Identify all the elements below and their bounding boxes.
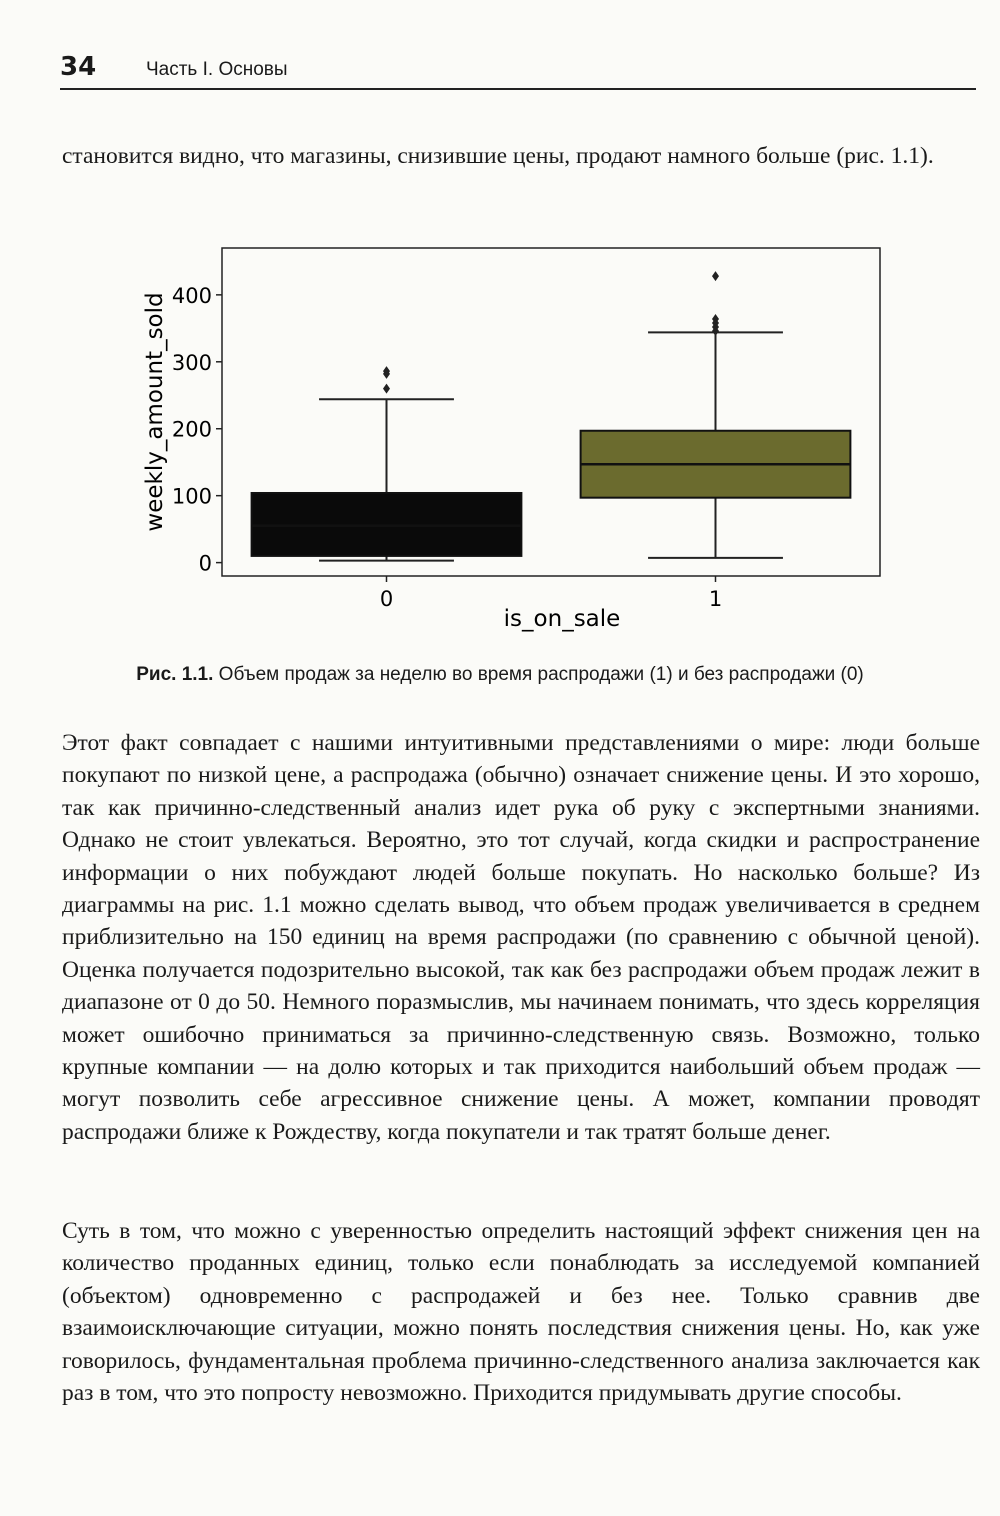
running-head: Часть I. Основы [146,59,288,80]
y-tick-label: 0 [198,551,212,576]
paragraph-main: Этот факт совпадает с нашими интуитивными представлениями о мире: люди больше покупают по низкой цене, а распродажа (обычно) означает снижение цены. И это хорошо, так как причинно-следственный анализ идет рука об руку с экспертными знаниями. Однако не стоит увлекаться. Вероятно, это тот случай, когда скидки и распространение информации о них побуждают людей больше покупать. Но насколько больше? Из диаграммы на рис. 1.1 можно сделать вывод, что объем продаж увеличивается в среднем приблизительно на 150 единиц на время распродажи (по сравнению с обычной ценой). Оценка получается подозрительно высокой, так как без распродажи объем продаж лежит в диапазоне от 0 до 50. Немного поразмыслив, мы начинаем понимать, что здесь корреляция может ошибочно приниматься за причинно-следственную связь. Возможно, только крупные компании — на долю которых и так приходится наибольший объем продаж — могут позволить себе агрессивное снижение цены. А может, компании проводят распродажи ближе к Рождеству, когда покупатели и так тратят больше денег. [62,730,980,1145]
y-tick-label: 300 [171,350,212,375]
y-tick-label: 200 [171,417,212,442]
page-header [60,52,976,90]
caption-label: Рис. 1.1. [136,664,214,685]
y-axis-label: weekly_amount_sold [142,292,168,532]
y-tick-label: 100 [171,484,212,509]
boxes [252,271,851,560]
outlier-point [383,384,390,394]
page-number: 34 [60,52,97,82]
paragraph-intro: становится видно, что магазины, снизившие цены, продают намного больше (рис. 1.1). [62,143,934,169]
y-axis-ticks [172,284,222,576]
box-iqr [252,493,522,556]
x-tick-label: 1 [708,587,723,611]
paragraph-conclusion: Суть в том, что можно с уверенностью определить настоящий эффект снижения цен на количество проданных единиц, только если понаблюдать за исследуемой компанией (объектом) одновременно с распродажей и без нее. Только сравнив две взаимоисключающие ситуации, можно понять последствия снижения цены. Но, как уже говорилось, фундаментальная проблема причинно-следственного анализа заключается как раз в том, что это попросту невозможно. Приходится придумывать другие способы. [62,1218,980,1407]
figure-caption [0,664,1000,686]
outlier-point [712,271,719,281]
boxplot-chart [140,238,900,638]
x-tick-label: 0 [379,587,394,611]
caption-text: Объем продаж за неделю во время распродажи (1) и без распродажи (0) [218,664,864,685]
y-tick-label: 400 [171,283,212,308]
x-axis-label: is_on_sale [503,606,621,632]
